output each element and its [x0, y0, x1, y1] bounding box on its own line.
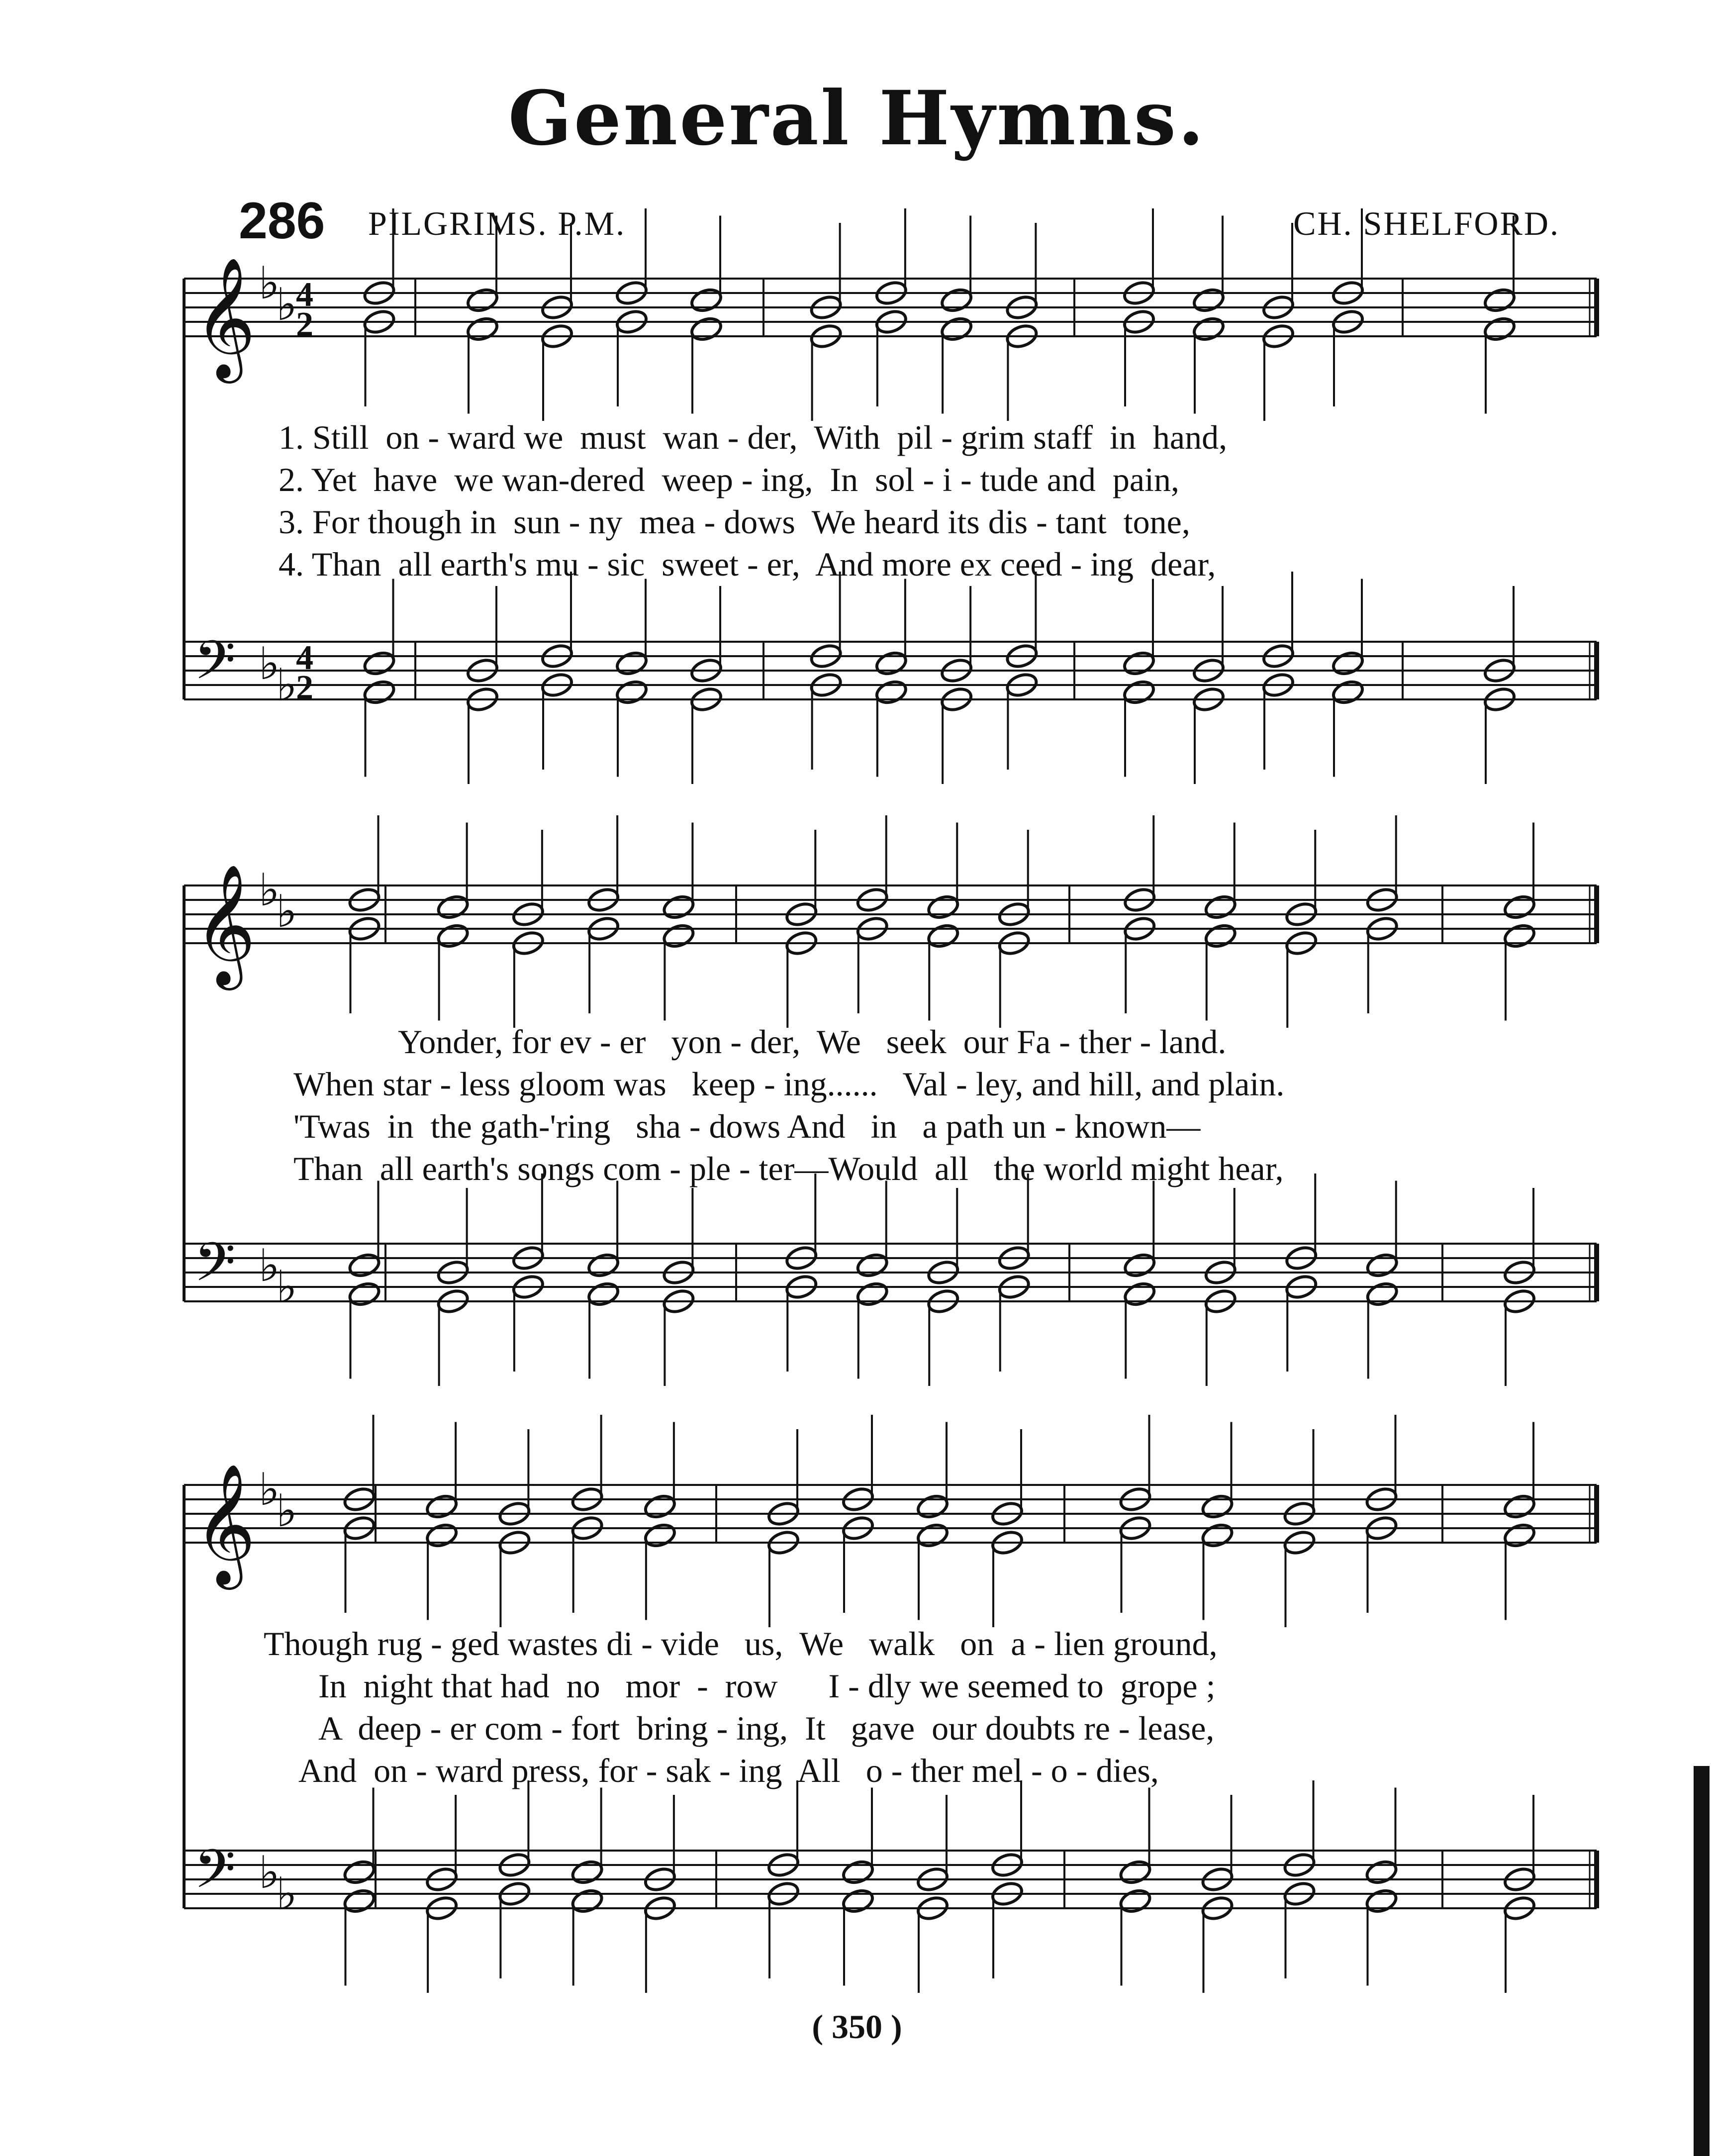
notehead — [1122, 649, 1156, 677]
notehead — [342, 1858, 377, 1886]
treble-clef: 𝄞 — [194, 863, 256, 985]
lyric-line-s1-v3: 3. For though in sun - ny mea - dows We heard its dis - tant tone, — [279, 503, 1190, 541]
notehead — [1365, 1280, 1399, 1308]
page-number: ( 350 ) — [812, 2008, 902, 2046]
lyric-line-s2-v3: 'Twas in the gath-'ring sha - dows And in a path un - known— — [293, 1107, 1201, 1145]
notehead — [926, 893, 960, 921]
flat-sign: ♭ — [259, 638, 280, 690]
notehead — [1365, 1251, 1399, 1279]
bass-clef: 𝄢 — [194, 1231, 236, 1306]
binding-edge — [1694, 1766, 1710, 2156]
flat-sign: ♭ — [259, 864, 280, 916]
time-signature-bottom: 2 — [296, 305, 313, 344]
time-signature-top: 4 — [296, 639, 313, 677]
lyric-line-s3-v4: And on - ward press, for - sak - ing All o - ther mel - o - dies, — [298, 1752, 1159, 1789]
lyric-line-s3-v3: A deep - er com - fort bring - ing, It gave our doubts re - lease, — [318, 1709, 1215, 1747]
notehead — [689, 286, 723, 314]
lyric-line-s3-v1: Though rug - ged wastes di - vide us, We walk on a - lien ground, — [264, 1625, 1218, 1663]
notehead — [1502, 922, 1536, 950]
lyric-line-s2-v2: When star - less gloom was keep - ing...... Val - ley, and hill, and plain. — [293, 1065, 1285, 1103]
treble-clef: 𝄞 — [194, 1463, 256, 1584]
notehead — [570, 1887, 604, 1915]
notehead — [1200, 1521, 1235, 1549]
notehead — [1364, 1887, 1399, 1915]
hymn-number: 286 — [239, 192, 325, 250]
lyric-line-s2-v1: Yonder, for ev - er yon - der, We seek our Fa - ther - land. — [398, 1023, 1227, 1061]
time-signature-bottom: 2 — [296, 669, 313, 707]
notehead — [939, 286, 973, 314]
time-signature-top: 4 — [296, 276, 313, 314]
notehead — [347, 1251, 381, 1279]
notehead — [915, 1521, 950, 1549]
notehead — [689, 315, 723, 343]
notehead — [614, 649, 649, 677]
flat-sign: ♭ — [276, 1868, 297, 1920]
flat-sign: ♭ — [259, 257, 280, 309]
notehead — [1502, 1521, 1536, 1549]
tune-name: PILGRIMS. P.M. — [368, 204, 626, 242]
notehead — [436, 922, 470, 950]
notehead — [1200, 1492, 1235, 1520]
notehead — [662, 893, 696, 921]
bass-clef: 𝄢 — [194, 629, 236, 704]
lyric-line-s2-v4: Than all earth's songs com - ple - ter—Would all the world might hear, — [293, 1150, 1284, 1187]
section-title: General Hymns. — [508, 75, 1206, 162]
notehead — [1331, 649, 1365, 677]
notehead — [855, 1251, 889, 1279]
composer: CH. SHELFORD. — [1293, 204, 1560, 242]
notehead — [1502, 893, 1536, 921]
lyric-line-s1-v4: 4. Than all earth's mu - sic sweet - er, And more ex ceed - ing dear, — [279, 545, 1216, 583]
flat-sign: ♭ — [259, 1847, 280, 1899]
notehead — [1191, 286, 1226, 314]
notehead — [436, 893, 470, 921]
notehead — [926, 922, 960, 950]
notehead — [874, 649, 908, 677]
notehead — [465, 286, 499, 314]
notehead — [342, 1887, 377, 1915]
notehead — [362, 649, 396, 677]
notehead — [643, 1492, 677, 1520]
notehead — [465, 315, 499, 343]
notehead — [662, 922, 696, 950]
lyric-line-s1-v2: 2. Yet have we wan-dered weep - ing, In sol - i - tude and pain, — [279, 461, 1179, 498]
notehead — [1502, 1492, 1536, 1520]
flat-sign: ♭ — [259, 1240, 280, 1292]
notehead — [424, 1492, 459, 1520]
notehead — [1191, 315, 1226, 343]
notehead — [1482, 286, 1517, 314]
lyric-line-s3-v2: In night that had no mor - row I - dly we seemed to grope ; — [318, 1667, 1216, 1705]
notehead — [841, 1887, 875, 1915]
notehead — [424, 1521, 459, 1549]
notehead — [362, 678, 396, 706]
notehead — [586, 1251, 620, 1279]
notehead — [915, 1492, 950, 1520]
notehead — [570, 1858, 604, 1886]
notehead — [1203, 922, 1238, 950]
notehead — [586, 1280, 620, 1308]
notehead — [1203, 893, 1238, 921]
notehead — [841, 1858, 875, 1886]
notehead — [874, 678, 908, 706]
flat-sign: ♭ — [259, 1464, 280, 1516]
flat-sign: ♭ — [276, 659, 297, 711]
notehead — [1364, 1858, 1399, 1886]
notehead — [1122, 678, 1156, 706]
flat-sign: ♭ — [276, 885, 297, 938]
notehead — [1123, 1251, 1157, 1279]
flat-sign: ♭ — [276, 1485, 297, 1537]
notehead — [1123, 1280, 1157, 1308]
lyric-line-s1-v1: 1. Still on - ward we must wan - der, With pil - grim staff in hand, — [279, 418, 1228, 456]
notehead — [614, 678, 649, 706]
notehead — [643, 1521, 677, 1549]
notehead — [1118, 1887, 1152, 1915]
flat-sign: ♭ — [276, 1261, 297, 1313]
notehead — [1331, 678, 1365, 706]
notehead — [939, 315, 973, 343]
treble-clef: 𝄞 — [194, 256, 256, 378]
notehead — [1482, 315, 1517, 343]
bass-clef: 𝄢 — [194, 1838, 236, 1913]
notehead — [347, 1280, 381, 1308]
notehead — [855, 1280, 889, 1308]
notehead — [1118, 1858, 1152, 1886]
flat-sign: ♭ — [276, 279, 297, 331]
